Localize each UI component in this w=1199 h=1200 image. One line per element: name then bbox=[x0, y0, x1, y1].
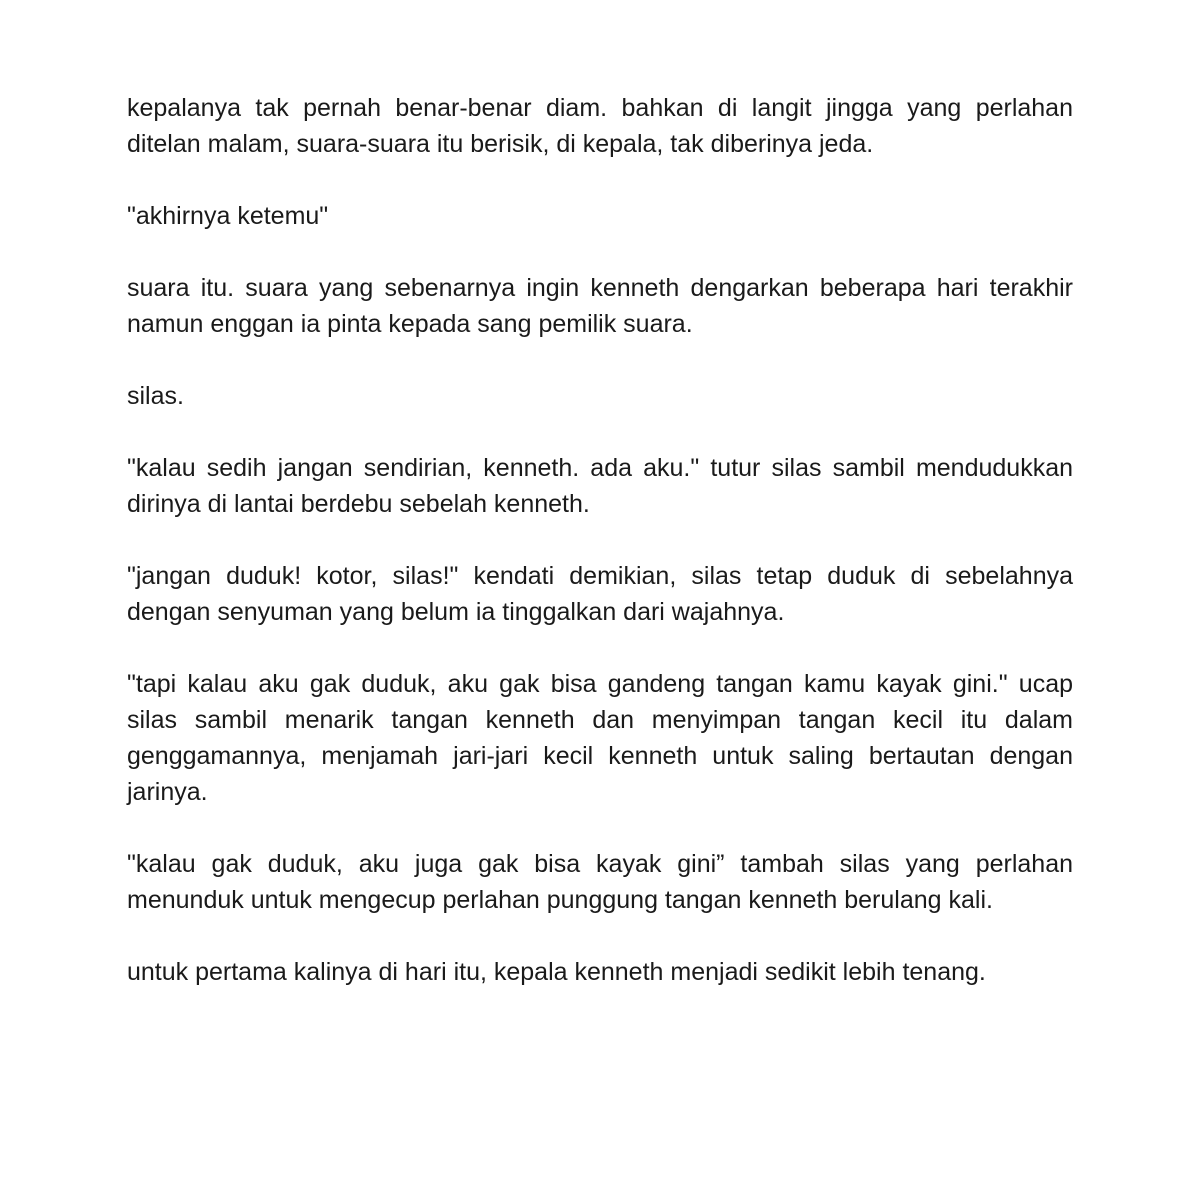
paragraph-1: kepalanya tak pernah benar-benar diam. bahkan di langit jingga yang perlahan ditelan malam, suara-suara itu berisik, di kepala, tak diberinya jeda. bbox=[127, 94, 1073, 158]
paragraph-3: suara itu. suara yang sebenarnya ingin kenneth dengarkan beberapa hari terakhir namun enggan ia pinta kepada sang pemilik suara. bbox=[127, 274, 1073, 338]
paragraph-5: "kalau sedih jangan sendirian, kenneth. ada aku." tutur silas sambil mendudukkan dirinya di lantai berdebu sebelah kenneth. bbox=[127, 454, 1073, 518]
paragraph-8: "kalau gak duduk, aku juga gak bisa kayak gini” tambah silas yang perlahan menunduk untuk mengecup perlahan punggung tangan kenneth berulang kali. bbox=[127, 850, 1073, 914]
paragraph-4: silas. bbox=[127, 382, 184, 410]
paragraph-7: "tapi kalau aku gak duduk, aku gak bisa gandeng tangan kamu kayak gini." ucap silas sambil menarik tangan kenneth dan menyimpan tangan kecil itu dalam genggamannya, menjamah jari-jari kecil kenneth untuk saling bertautan dengan jarinya. bbox=[127, 670, 1073, 806]
paragraph-9: untuk pertama kalinya di hari itu, kepala kenneth menjadi sedikit lebih tenang. bbox=[127, 958, 986, 986]
story-page bbox=[127, 90, 1073, 1026]
paragraph-2: "akhirnya ketemu" bbox=[127, 202, 329, 230]
paragraph-6: "jangan duduk! kotor, silas!" kendati demikian, silas tetap duduk di sebelahnya dengan senyuman yang belum ia tinggalkan dari wajahnya. bbox=[127, 562, 1073, 626]
